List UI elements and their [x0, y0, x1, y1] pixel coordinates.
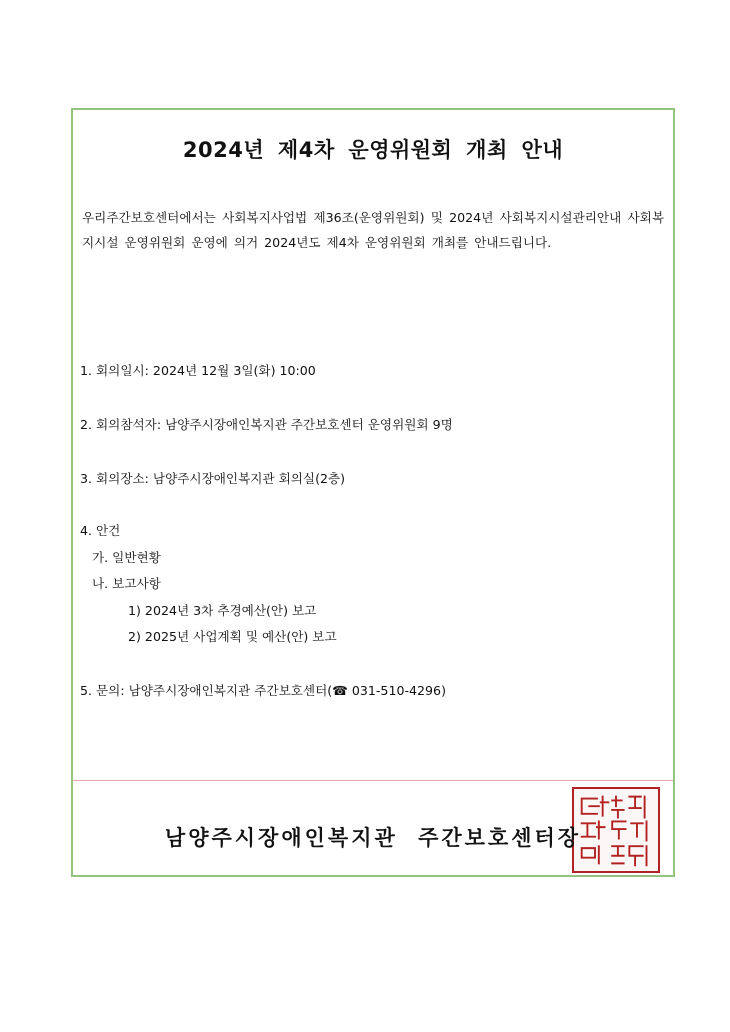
item-contact: 5. 문의: 남양주시장애인복지관 주간보호센터(☎ 031-510-4296) — [80, 683, 446, 698]
notice-title: 2024년 제4차 운영위원회 개최 안내 — [182, 138, 564, 162]
agenda-general-status: 가. 일반현황 — [92, 550, 161, 565]
item-meeting-datetime: 1. 회의일시: 2024년 12월 3일(화) 10:00 — [80, 363, 316, 378]
agenda-reports: 나. 보고사항 — [92, 576, 161, 591]
item-location: 3. 회의장소: 남양주시장애인복지관 회의실(2층) — [80, 471, 346, 486]
item-agenda: 4. 안건 — [80, 523, 121, 538]
report-item-1: 1) 2024년 3차 추경예산(안) 보고 — [128, 603, 317, 618]
item-attendees: 2. 회의참석자: 남양주시장애인복지관 주간보호센터 운영위원회 9명 — [80, 417, 453, 432]
report-item-2: 2) 2025년 사업계획 및 예산(안) 보고 — [128, 629, 337, 644]
footer-divider — [73, 780, 673, 781]
footer-signature: 남양주시장애인복지관 주간보호센터장 — [164, 826, 582, 850]
notice-frame — [71, 108, 675, 877]
intro-paragraph: 우리주간보호센터에서는 사회복지사업법 제36조(운영위원회) 및 2024년 사회복지시설관리안내 사회복지시설 운영위원회 운영에 의거 2024년도 제4차 운영위원회 개최를 안내드립니다. — [82, 210, 664, 250]
